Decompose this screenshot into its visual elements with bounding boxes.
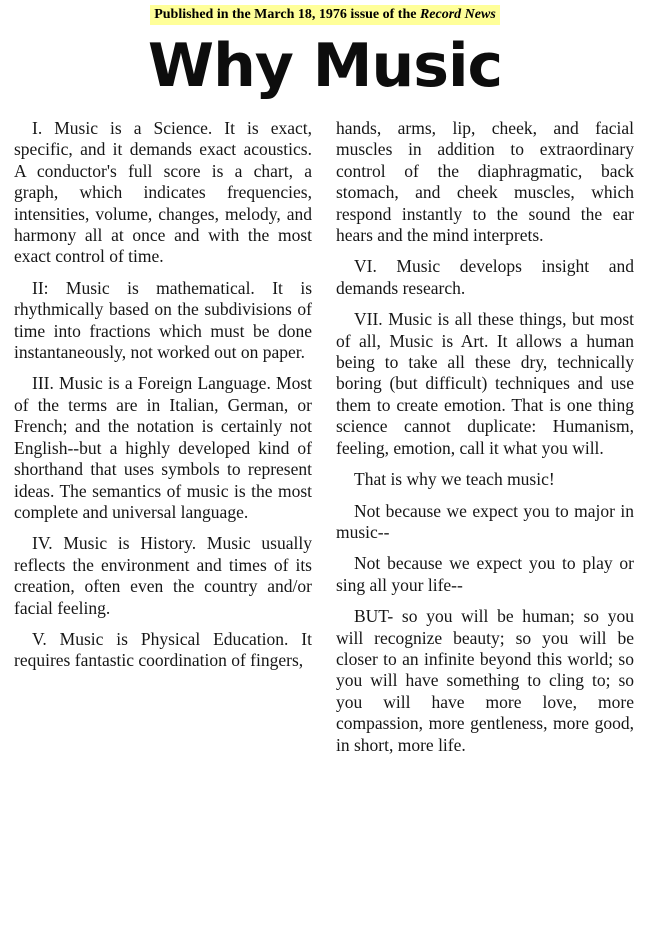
- paragraph-mathematical: II: Music is mathematical. It is rhythmically based on the subdivisions of time into fractions which must be done instantaneously, not worked out on paper.: [14, 277, 312, 363]
- paragraph-why-we-teach: That is why we teach music!: [354, 469, 555, 490]
- paragraph-insight: VI. Music develops insight and demands research.: [336, 256, 634, 298]
- paragraph-conclusion: BUT- so you will be human; so you will recognize beauty; so you will be closer to an infinite beyond this world; so you will have something to cling to; so you will have more love, more compassion, more gentleness, more good, in short, more life.: [336, 606, 634, 755]
- paragraph-not-major: Not because we expect you to major in music--: [336, 500, 634, 542]
- article-title: Why Music: [147, 31, 503, 101]
- paragraph-physical-education-continued: hands, arms, lip, cheek, and facial muscles in addition to extraordinary control of the diaphragmatic, back stomach, and cheek muscles, which respond instantly to the sound the ear hears and the mind interprets.: [336, 118, 634, 246]
- paragraph-physical-education: V. Music is Physical Education. It requires fantastic coordination of fingers,: [14, 628, 312, 671]
- paragraph-art: VII. Music is all these things, but most of all, Music is Art. It allows a human being to take all these dry, technically boring (but difficult) techniques and use them to create emotion. That is one thing science cannot duplicate: Humanism, feeling, emotion, call it what you will.: [336, 309, 634, 458]
- source-note: [0, 5, 650, 25]
- paragraph-not-play: Not because we expect you to play or sing all your life--: [336, 553, 634, 595]
- publication-name: Record News: [419, 7, 496, 22]
- paragraph-science: I. Music is a Science. It is exact, specific, and it demands exact acoustics. A conductor's full score is a chart, a graph, which indicates frequencies, intensities, volume, changes, melody, and harmony all at once and with the most exact control of time.: [14, 118, 312, 267]
- source-note-box: [150, 5, 500, 25]
- source-note-text: Published in the March 18, 1976 issue of the: [154, 7, 417, 22]
- article-column-right: [336, 118, 634, 766]
- paragraph-history: IV. Music is History. Music usually reflects the environment and times of its creation, often even the country and/or facial feeling.: [14, 533, 312, 618]
- paragraph-foreign-language: III. Music is a Foreign Language. Most of the terms are in Italian, German, or French; and the notation is certainly not English--but a highly developed kind of shorthand that uses symbols to represent ideas. The semantics of music is the most complete and universal language.: [14, 373, 312, 522]
- article-column-left: [14, 118, 312, 682]
